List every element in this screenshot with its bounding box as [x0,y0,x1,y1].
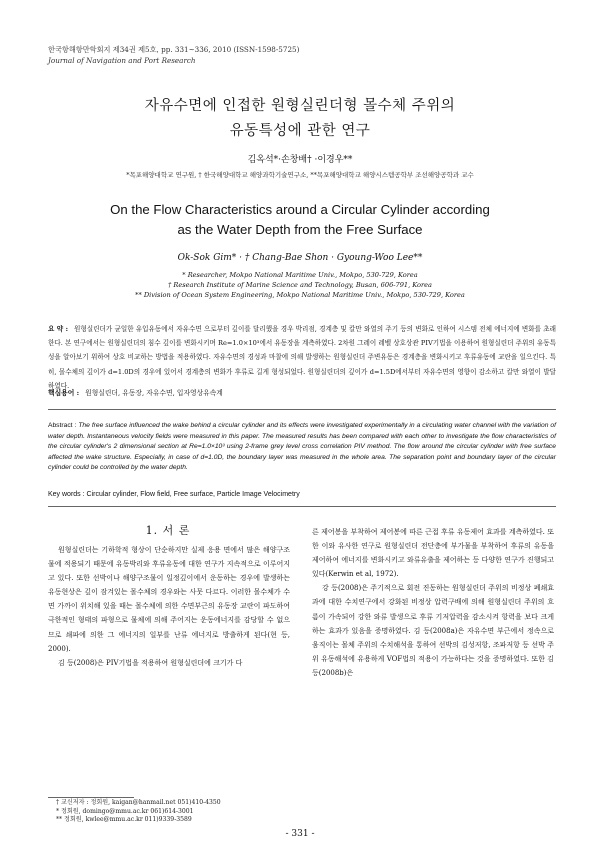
journal-info-ko: 한국항해항만학회지 제34권 제5호, pp. 331~336, 2010 (ISSN-1598-5725) [48,45,300,54]
divider-bottom [48,506,556,507]
body-paragraph: 원형실린더는 기하학적 형상이 단순하지만 실제 응용 면에서 많은 해양구조물에 적용되기 때문에 유동박리와 후류유동에 대한 연구가 지속적으로 이루어지고 있다. 또한 선박이나 해양구조물이 일정깊이에서 운동하는 경우에 발생하는 유동현상은 깊이 잠겨있는 몰수체의 경우와는 사뭇 다르다. 이러한 몰수체가 수면 가까이 위치해 있을 때는 몰수체에 의한 수면부근의 유동장 교란이 파도하여 극한적인 형태의 파형으로 물체에 의해 주어지는 운동에너지를 감당할 수 없으므로 쇄파에 의한 그 에너지의 일부를 난류 에너지로 방출하게 된다(현 등, 2000). [48,546,290,653]
title-ko-line1: 자유수면에 인접한 원형실린더형 몰수체 주위의 [144,98,456,114]
footnotes [56,799,221,825]
body-column-left [48,543,290,670]
paper-title-en [0,200,600,240]
abstract-en-label: Abstract : [48,422,77,429]
title-en-line1: On the Flow Characteristics around a Circular Cylinder according [110,202,490,217]
keywords-ko-label: 핵심용어 : [48,389,80,397]
affiliation-en-3: ** Division of Ocean System Engineering, Mokpo National Maritime Univ., Mokpo, 530-729, Korea [135,290,465,299]
title-ko-line2: 유동특성에 관한 연구 [229,123,371,139]
footnote-corresponding: † 교신저자 : 정회원, kaigan@hanmail.net 051)410-4350 [56,799,221,806]
abstract-ko [48,322,556,393]
page-number: - 331 - [285,829,315,839]
keywords-en [48,491,300,498]
section-title: 1. 서 론 [145,524,191,537]
divider-top [48,409,556,410]
journal-header [48,44,299,66]
abstract-en [48,421,556,474]
body-column-right [312,525,554,680]
affiliations-ko: *목포해양대학교 연구원, † 한국해양대학교 해양과학기술연구소, **목포해양대학교 해양시스템공학부 조선해양공학과 교수 [126,171,474,179]
abstract-ko-label: 요 약 : [48,325,69,333]
authors-ko: 김옥석*·손창배† ·이경우** [247,155,353,165]
footnote-author-1: * 정회원, domingo@mmu.ac.kr 061)614-3001 [56,807,194,815]
affiliations-en [0,271,600,300]
body-paragraph: 강 등(2008)은 주기적으로 회전 진동하는 원형실린더 주위의 비정상 폐쇄효과에 대한 수치연구에서 강화된 비정상 압력구배에 의해 원형실린더 주위의 흐름이 가속되어 강한 와류 발생으로 후류 기저압력을 감소시켜 항력을 보다 크게 하는 효과가 있음을 증명하였다. 김 등(2008a)은 자유수면 부근에서 정속으로 움직이는 몰체 주위의 수치해석을 통하여 선박의 김성저항, 조파저항 등 선박 주위 유동해석에 유용하게 VOF법의 적용이 가능하다는 것을 증명하였다. 또한 김 등(2008b)은 [312,584,554,677]
body-paragraph: 김 등(2008)은 PIV기법을 적용하여 원형실린더에 크기가 다 [58,658,243,667]
abstract-en-text: The free surface influenced the wake behind a circular cylinder and its effects were investigated experimentally in a circulating water channel with the variation of water depth. Instantaneous velocity fields were measured in this paper. The measured results has been compared with each other to investigate the flow characteristics of the circular cylinder's 2 dimensional section at Re=1.0×10³ using 2-frame grey level cross correlation PIV method. The flow around the circular cylinder with free surface affected the wake structure. Especially, in case of d=1.0D, the boundary layer was measured in the whole area. The separation point and boundary layer of the circular cylinder could be controlled by the water depth. [48,422,556,471]
authors-en: Ok-Sok Gim* · † Chang-Bae Shon · Gyoung-Woo Lee** [177,253,423,263]
keywords-ko [48,387,223,397]
paper-title-ko [0,94,600,144]
title-en-line2: as the Water Depth from the Free Surface [177,222,423,237]
keywords-en-text: Circular cylinder, Flow field, Free surface, Particle Image Velocimetry [86,491,300,498]
footnote-author-2: ** 정회원, kwlee@mmu.ac.kr 011)9339-3589 [56,816,192,824]
footnote-rule [48,797,134,798]
affiliation-en-1: * Researcher, Mokpo National Maritime Univ., Mokpo, 530-729, Korea [182,271,418,279]
body-paragraph: 른 제어봉을 부착하여 제어봉에 따른 근접 후류 유동제어 효과를 계측하였다. 또한 이와 유사한 연구로 원형실린더 전단층에 부가물을 부착하여 후류의 유동을 제어하여 에너지를 변화시키고 와류유출을 제어하는 등 다양한 연구가 진행되고 있다(Kerwin et al, 1972). [312,528,554,579]
keywords-en-label: Key words : [48,491,85,498]
abstract-ko-text: 원형실린더가 균일한 유입유동에서 자유수면 으로부터 깊이를 달리했을 경우 박리점, 경계층 및 칼만 와열의 주기 등의 변화로 인하여 시스템 전체 에너지에 변화를 초래한다. 본 연구에서는 원형실린더의 침수 깊이를 변화시키며 Re=1.0×10³에서 유동장을 계측하였다. 2차원 그레이 레벨 상호상관 PIV기법을 이용하여 원형실린더 주위의 유동특성을 알아보기 위하여 상호 비교하는 방법을 적용하였다. 자유수면의 경성과 마찰에 의해 발생하는 원형실린더 주변유동은 경계층을 변화시키고 후류유동에 교란을 일으킨다. 특히, 몰수체의 깊이가 d=1.0D의 경우에 있어서 경계층의 변화가 후류로 길게 형성되었다. 원형실린더의 깊이가 d=1.5D에서부터 자유수면의 영향이 감소하고 칼만 와열이 발달하였다. [48,325,556,390]
affiliation-en-2: † Research Institute of Marine Science and Technology, Busan, 606-791, Korea [168,280,432,289]
journal-name-en: Journal of Navigation and Port Research [48,56,196,65]
keywords-ko-text: 원형실린더, 유동장, 자유수면, 입자영상유속계 [85,389,223,397]
